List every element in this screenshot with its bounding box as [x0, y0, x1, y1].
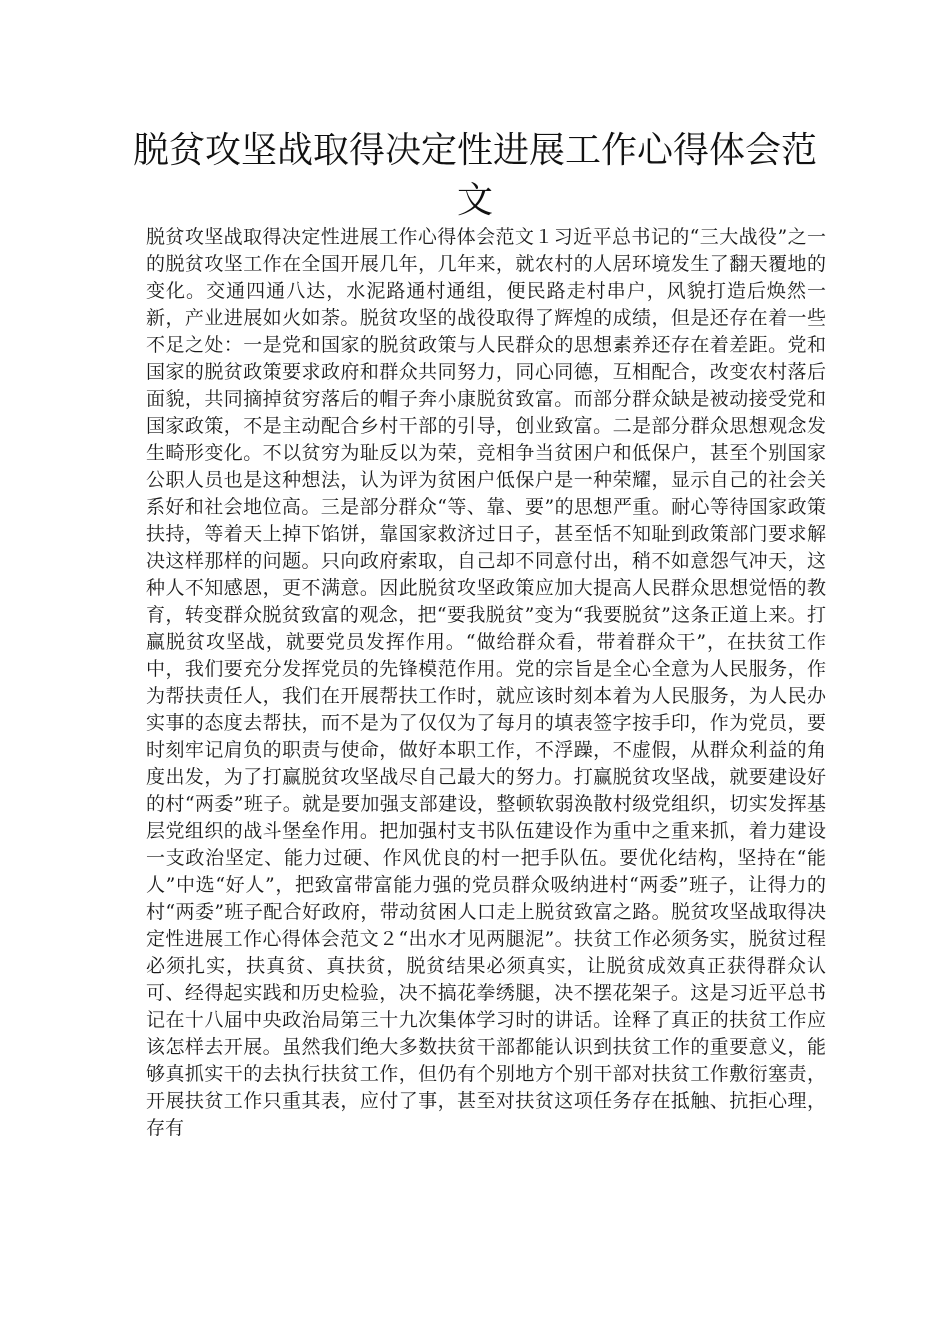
- document-body: 脱贫攻坚战取得决定性进展工作心得体会范文１习近平总书记的“三大战役”之一的脱贫攻坚工作在全国开展几年，几年来，就农村的人居环境发生了翻天覆地的变化。交通四通八达，水泥路通村通组，便民路走村串户，风貌打造后焕然一新，产业进展如火如荼。脱贫攻坚的战役取得了辉煌的成绩，但是还存在着一些不足之处：一是党和国家的脱贫政策与人民群众的思想素养还存在着差距。党和国家的脱贫政策要求政府和群众共同努力，同心同德，互相配合，改变农村落后面貌，共同摘掉贫穷落后的帽子奔小康脱贫致富。而部分群众缺是被动接受党和国家政策，不是主动配合乡村干部的引导，创业致富。二是部分群众思想观念发生畸形变化。不以贫穷为耻反以为荣，竞相争当贫困户和低保户，甚至个别国家公职人员也是这种想法，认为评为贫困户低保户是一种荣耀，显示自己的社会关系好和社会地位高。三是部分群众“等、靠、要”的思想严重。耐心等待国家政策扶持，等着天上掉下馅饼，靠国家救济过日子，甚至恬不知耻到政策部门要求解决这样那样的问题。只向政府索取，自己却不同意付出，稍不如意怨气冲天，这种人不知感恩，更不满意。因此脱贫攻坚政策应加大提高人民群众思想觉悟的教育，转变群众脱贫致富的观念，把“要我脱贫”变为“我要脱贫”这条正道上来。打赢脱贫攻坚战，就要党员发挥作用。“做给群众看，带着群众干”，在扶贫工作中，我们要充分发挥党员的先锋模范作用。党的宗旨是全心全意为人民服务，作为帮扶责任人，我们在开展帮扶工作时，就应该时刻本着为人民服务，为人民办实事的态度去帮扶，而不是为了仅仅为了每月的填表签字按手印，作为党员，要时刻牢记肩负的职责与使命，做好本职工作，不浮躁，不虚假，从群众利益的角度出发，为了打赢脱贫攻坚战尽自己最大的努力。打赢脱贫攻坚战，就要建设好的村“两委”班子。就是要加强支部建设，整顿软弱涣散村级党组织，切实发挥基层党组织的战斗堡垒作用。把加强村支书队伍建设作为重中之重来抓，着力建设一支政治坚定、能力过硬、作风优良的村一把手队伍。要优化结构，坚持在“能人”中选“好人”，把致富带富能力强的党员群众吸纳进村“两委”班子，让得力的村“两委”班子配合好政府，带动贫困人口走上脱贫致富之路。脱贫攻坚战取得决定性进展工作心得体会范文２“出水才见两腿泥”。扶贫工作必须务实，脱贫过程必须扎实，扶真贫、真扶贫，脱贫结果必须真实，让脱贫成效真正获得群众认可、经得起实践和历史检验，决不搞花拳绣腿，决不摆花架子。这是习近平总书记在十八届中央政治局第三十九次集体学习时的讲话。诠释了真正的扶贫工作应该怎样去开展。虽然我们绝大多数扶贫干部都能认识到扶贫工作的重要意义，能够真抓实干的去执行扶贫工作，但仍有个别地方个别干部对扶贫工作敷衍塞责，开展扶贫工作只重其表，应付了事，甚至对扶贫这项任务存在抵触、抗拒心理，存有: [146, 226, 826, 1139]
- document-title: 脱贫攻坚战取得决定性进展工作心得体会范文: [132, 130, 817, 221]
